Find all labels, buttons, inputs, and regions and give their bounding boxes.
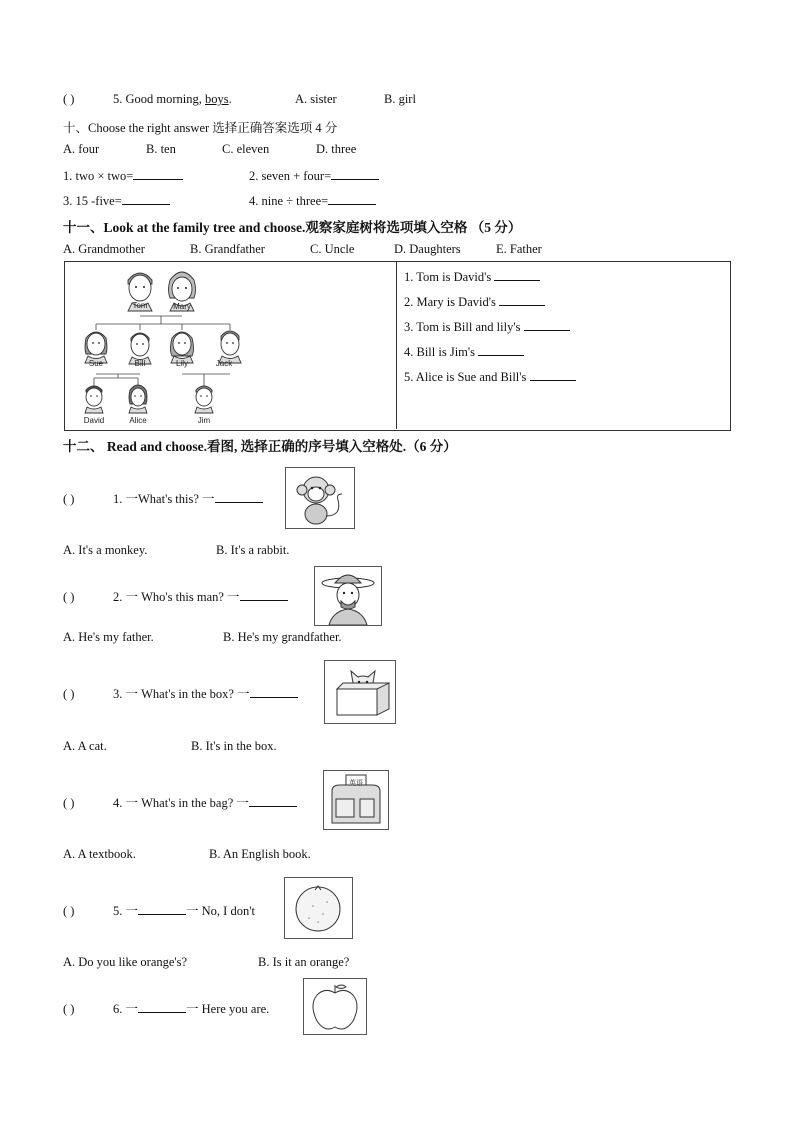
sec10-option-b: B. ten — [146, 142, 176, 156]
sec11-question-4: 4. Bill is Jim's — [404, 343, 524, 360]
sec12-question-6: ( ) 6. 一 一 Here you are. — [63, 1002, 270, 1016]
monkey-picture — [285, 467, 355, 529]
answer-blank[interactable] — [250, 685, 298, 698]
tree-name-david: David — [83, 416, 105, 425]
sec12-q3-option-b: B. It's in the box. — [191, 739, 277, 753]
sec10-option-d: D. three — [316, 142, 357, 156]
sec11-option-b: B. Grandfather — [190, 242, 265, 256]
answer-blank[interactable] — [331, 167, 379, 180]
sec12-question-2: ( ) 2. 一 Who's this man? 一 — [63, 587, 288, 605]
section-11-heading: 十一、Look at the family tree and choose.观察家庭树将选项填入空格 （5 分） — [63, 220, 522, 235]
answer-blank[interactable] — [138, 1000, 186, 1013]
book-label: 英语 — [349, 779, 363, 787]
question-stem: Good morning, — [125, 92, 202, 106]
answer-paren[interactable]: ( ) — [63, 1002, 75, 1016]
answer-blank[interactable] — [138, 902, 186, 915]
sec12-q3-option-a: A. A cat. — [63, 739, 107, 753]
answer-paren[interactable]: ( ) — [63, 796, 75, 810]
sec12-q4-option-b: B. An English book. — [209, 847, 311, 861]
sec12-q4-option-a: A. A textbook. — [63, 847, 136, 861]
cat-in-box-picture — [324, 660, 396, 724]
sec11-question-3: 3. Tom is Bill and lily's — [404, 318, 570, 335]
sec12-question-5: ( ) 5. 一 一 No, I don't — [63, 904, 255, 918]
sec10-question-3: 3. 15 -five= — [63, 192, 170, 209]
sec11-question-5: 5. Alice is Sue and Bill's — [404, 368, 576, 385]
apple-picture — [303, 978, 367, 1035]
table-divider — [396, 261, 397, 429]
answer-blank[interactable] — [249, 794, 297, 807]
answer-blank[interactable] — [133, 167, 183, 180]
sec12-question-1: ( ) 1. 一What's this? 一 — [63, 489, 263, 507]
orange-picture — [284, 877, 353, 939]
answer-paren[interactable]: ( ) — [63, 904, 75, 918]
option-b: B. girl — [384, 92, 416, 106]
tree-name-jack: Jack — [215, 359, 233, 368]
answer-paren[interactable]: ( ) — [63, 687, 75, 701]
answer-blank[interactable] — [478, 343, 524, 356]
tree-name-tom: Tom — [132, 301, 148, 310]
sec12-q5-option-a: A. Do you like orange's? — [63, 955, 188, 969]
sec11-option-e: E. Father — [496, 242, 542, 256]
sec11-question-2: 2. Mary is David's — [404, 293, 545, 310]
answer-blank[interactable] — [122, 192, 170, 205]
answer-blank[interactable] — [215, 490, 263, 503]
sec10-question-2: 2. seven + four= — [249, 167, 379, 184]
sec11-option-c: C. Uncle — [310, 242, 355, 256]
answer-blank[interactable] — [530, 368, 576, 381]
sec11-question-1: 1. Tom is David's — [404, 268, 540, 285]
option-a: A. sister — [295, 92, 337, 106]
sec12-q5-option-b: B. Is it an orange? — [258, 955, 350, 969]
sec12-q2-option-b: B. He's my grandfather. — [223, 630, 342, 644]
question-number: 5. — [113, 92, 123, 106]
school-bag-picture — [323, 770, 389, 830]
grandfather-picture — [314, 566, 382, 626]
sec11-option-a: A. Grandmother — [63, 242, 145, 256]
sec12-question-4: ( ) 4. 一 What's in the bag? 一 — [63, 793, 297, 811]
tree-name-lily: Lily — [175, 359, 189, 368]
tree-name-bill: Bill — [134, 359, 146, 368]
section-12-heading: 十二、 Read and choose.看图, 选择正确的序号填入空格处.（6 分） — [63, 439, 457, 454]
family-tree-illustration — [70, 262, 260, 428]
tree-name-sue: Sue — [88, 359, 104, 368]
sec10-option-c: C. eleven — [222, 142, 270, 156]
tree-name-mary: Mary — [173, 302, 191, 311]
answer-paren[interactable]: ( ) — [63, 492, 75, 506]
sec12-question-3: ( ) 3. 一 What's in the box? 一 — [63, 684, 298, 702]
answer-blank[interactable] — [524, 318, 570, 331]
sec11-option-d: D. Daughters — [394, 242, 461, 256]
answer-paren[interactable]: ( ) — [63, 92, 75, 106]
tree-name-jim: Jim — [197, 416, 211, 425]
underlined-word: boys — [205, 92, 229, 106]
sec10-question-4: 4. nine ÷ three= — [249, 192, 376, 209]
answer-blank[interactable] — [499, 293, 545, 306]
question-stem-end: . — [228, 92, 232, 106]
answer-paren[interactable]: ( ) — [63, 590, 75, 604]
sec12-q1-option-b: B. It's a rabbit. — [216, 543, 290, 557]
question-5-line — [63, 92, 232, 107]
sec12-q2-option-a: A. He's my father. — [63, 630, 154, 644]
tree-name-alice: Alice — [129, 416, 147, 425]
sec12-q1-option-a: A. It's a monkey. — [63, 543, 148, 557]
answer-blank[interactable] — [240, 588, 288, 601]
answer-blank[interactable] — [328, 192, 376, 205]
sec10-option-a: A. four — [63, 142, 100, 156]
sec10-question-1: 1. two × two= — [63, 167, 183, 184]
answer-blank[interactable] — [494, 268, 540, 281]
section-10-heading: 十、Choose the right answer 选择正确答案选项 4 分 — [63, 121, 338, 135]
